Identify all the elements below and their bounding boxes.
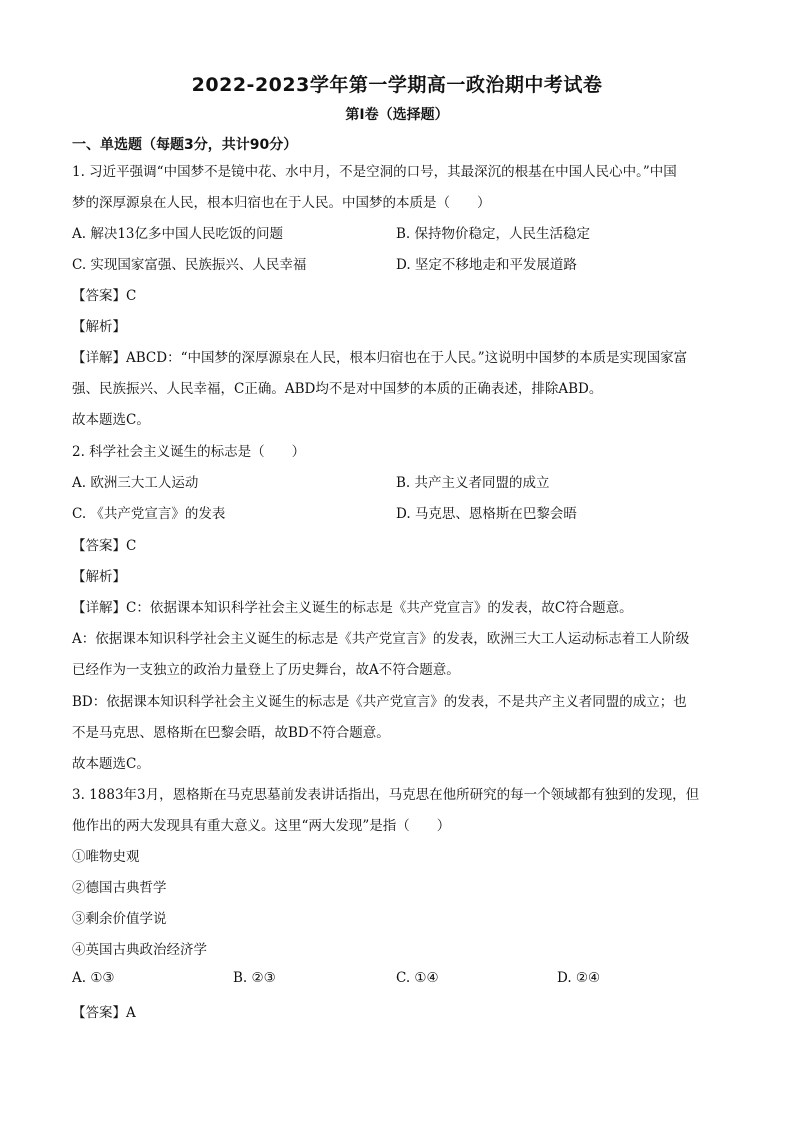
q1-option-c: C. 实现国家富强、民族振兴、人民幸福 bbox=[72, 257, 307, 273]
q1-conclusion: 故本题选C。 bbox=[72, 412, 150, 428]
q2-detail-line-2: A：依据课本知识科学社会主义诞生的标志是《共产党宣言》的发表，欧洲三大工人运动标志着工人阶级 bbox=[72, 631, 690, 647]
q3-stem-line-1: 3. 1883年3月，恩格斯在马克思墓前发表讲话指出，马克思在他所研究的每一个领域都有独到的发现，但 bbox=[72, 787, 700, 803]
q2-option-c: C. 《共产党宣言》的发表 bbox=[72, 506, 226, 522]
q3-item-2: ②德国古典哲学 bbox=[72, 880, 167, 896]
part-heading: 第Ⅰ卷（选择题） bbox=[345, 107, 449, 123]
q1-option-b: B. 保持物价稳定，人民生活稳定 bbox=[396, 226, 591, 242]
q3-item-1: ①唯物史观 bbox=[72, 849, 140, 865]
q2-analysis-label: 【解析】 bbox=[72, 569, 126, 585]
q2-detail-line-5: 不是马克思、恩格斯在巴黎会晤，故BD不符合题意。 bbox=[72, 725, 390, 741]
q3-item-4: ④英国古典政治经济学 bbox=[72, 942, 207, 958]
q3-item-3: ③剩余价值学说 bbox=[72, 911, 167, 927]
q3-stem-line-2: 他作出的两大发现具有重大意义。这里“两大发现”是指（ ） bbox=[72, 818, 451, 834]
q1-answer: 【答案】C bbox=[72, 288, 137, 304]
q1-detail-line-2: 强、民族振兴、人民幸福，C正确。ABD均不是对中国梦的本质的正确表述，排除ABD。 bbox=[72, 381, 603, 397]
q2-option-b: B. 共产主义者同盟的成立 bbox=[396, 475, 550, 491]
q2-detail-line-4: BD：依据课本知识科学社会主义诞生的标志是《共产党宣言》的发表，不是共产主义者同盟的成立；也 bbox=[72, 694, 687, 710]
q2-option-a: A. 欧洲三大工人运动 bbox=[72, 475, 199, 491]
q2-detail-line-1: 【详解】C：依据课本知识科学社会主义诞生的标志是《共产党宣言》的发表，故C符合题意。 bbox=[72, 600, 633, 616]
q3-option-a: A. ①③ bbox=[72, 970, 115, 986]
q1-stem-line-2: 梦的深厚源泉在人民，根本归宿也在于人民。中国梦的本质是（ ） bbox=[72, 195, 491, 211]
q1-detail-line-1: 【详解】ABCD：“中国梦的深厚源泉在人民，根本归宿也在于人民。”这说明中国梦的本质是实现国家富 bbox=[72, 350, 688, 366]
q1-option-d: D. 坚定不移地走和平发展道路 bbox=[396, 257, 577, 273]
q3-option-b: B. ②③ bbox=[233, 970, 276, 986]
exam-title: 2022-2023学年第一学期高一政治期中考试卷 bbox=[191, 74, 603, 96]
q2-conclusion: 故本题选C。 bbox=[72, 756, 150, 772]
q3-option-d: D. ②④ bbox=[557, 970, 601, 986]
q2-option-d: D. 马克思、恩格斯在巴黎会晤 bbox=[396, 506, 577, 522]
q1-stem-line-1: 1. 习近平强调“中国梦不是镜中花、水中月，不是空洞的口号，其最深沉的根基在中国人民心中。”中国 bbox=[72, 164, 677, 180]
q3-option-c: C. ①④ bbox=[396, 970, 439, 986]
q2-answer: 【答案】C bbox=[72, 538, 137, 554]
section-heading: 一、单选题（每题3分，共计90分） bbox=[72, 137, 298, 153]
q1-analysis-label: 【解析】 bbox=[72, 319, 126, 335]
q1-option-a: A. 解决13亿多中国人民吃饭的问题 bbox=[72, 226, 284, 242]
q2-stem: 2. 科学社会主义诞生的标志是（ ） bbox=[72, 444, 306, 460]
q2-detail-line-3: 已经作为一支独立的政治力量登上了历史舞台，故A不符合题意。 bbox=[72, 662, 460, 678]
q3-answer: 【答案】A bbox=[72, 1005, 136, 1021]
